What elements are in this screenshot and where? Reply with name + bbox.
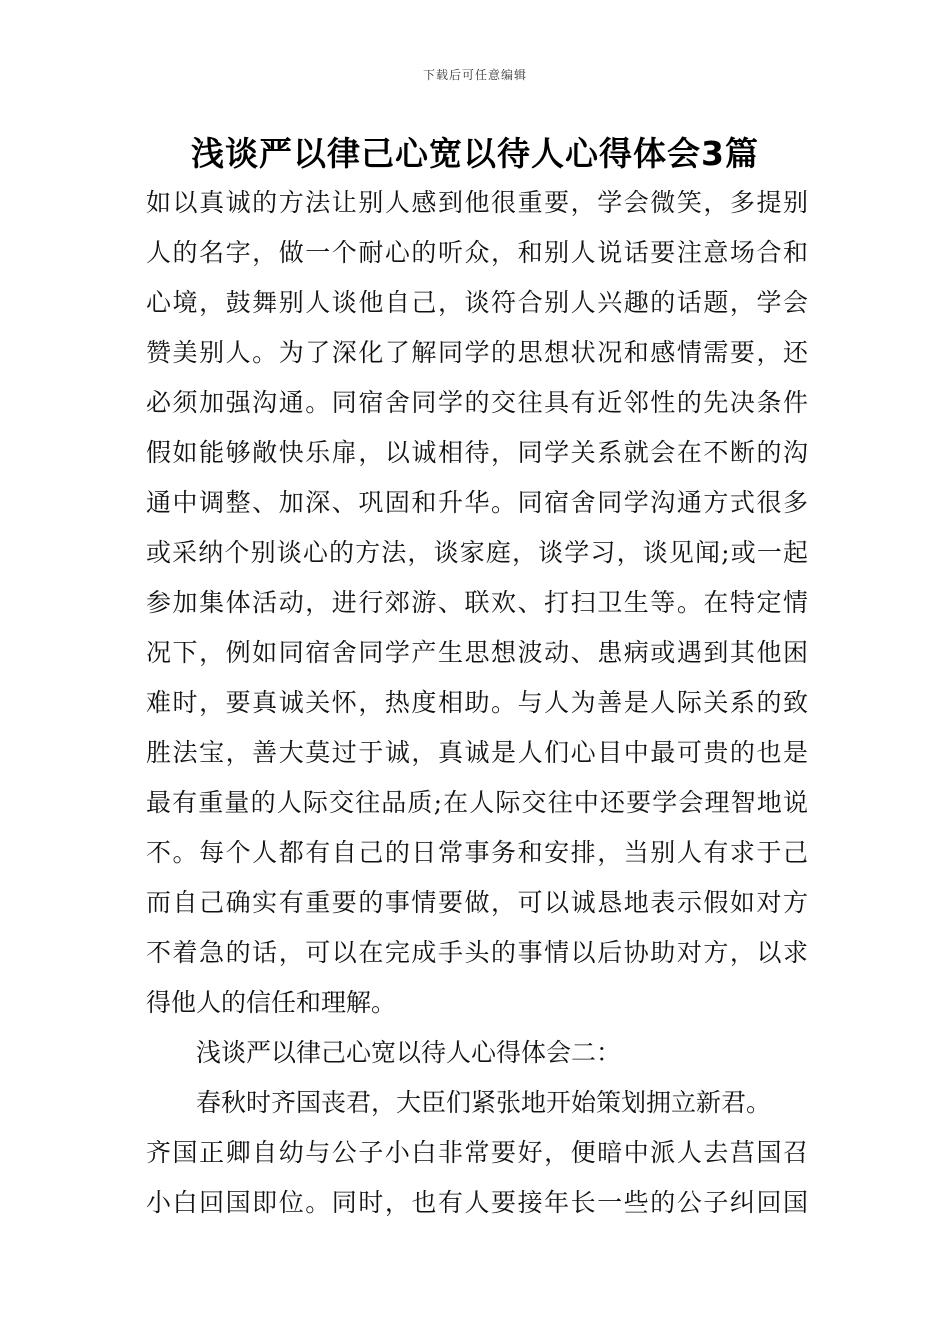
section-heading: 浅谈严以律己心宽以待人心得体会二： xyxy=(196,1038,622,1067)
body-line: 不。每个人都有自己的日常事务和安排，当别人有求于己 xyxy=(146,838,808,867)
header-note: 下载后可任意编辑 xyxy=(422,68,527,82)
body-line: 胜法宝，善大莫过于诚，真诚是人们心目中最可贵的也是 xyxy=(146,738,808,767)
body-line: 得他人的信任和理解。 xyxy=(146,988,397,1017)
body-line: 最有重量的人际交往品质;在人际交往中还要学会理智地说 xyxy=(146,788,808,817)
body-line: 况下，例如同宿舍同学产生思想波动、患病或遇到其他困 xyxy=(146,638,808,667)
document-body xyxy=(146,178,808,1228)
body-line: 通中调整、加深、巩固和升华。同宿舍同学沟通方式很多 xyxy=(146,488,808,517)
body-line: 不着急的话，可以在完成手头的事情以后协助对方，以求 xyxy=(146,938,808,967)
body-line: 必须加强沟通。同宿舍同学的交往具有近邻性的先决条件 xyxy=(146,388,808,417)
body-line: 人的名字，做一个耐心的听众，和别人说话要注意场合和 xyxy=(146,238,808,267)
body-line: 或采纳个别谈心的方法，谈家庭，谈学习，谈见闻;或一起 xyxy=(146,538,808,567)
body-line: 春秋时齐国丧君，大臣们紧张地开始策划拥立新君。 xyxy=(196,1088,772,1117)
document-title: 浅谈严以律己心宽以待人心得体会3篇 xyxy=(191,134,759,173)
body-line: 心境，鼓舞别人谈他自己，谈符合别人兴趣的话题，学会 xyxy=(146,288,808,317)
body-line: 参加集体活动，进行郊游、联欢、打扫卫生等。在特定情 xyxy=(146,588,808,617)
body-line: 假如能够敞快乐扉，以诚相待，同学关系就会在不断的沟 xyxy=(146,438,808,467)
body-line: 难时，要真诚关怀，热度相助。与人为善是人际关系的致 xyxy=(146,688,808,717)
body-line: 小白回国即位。同时，也有人要接年长一些的公子纠回国 xyxy=(146,1188,808,1217)
body-line: 赞美别人。为了深化了解同学的思想状况和感情需要，还 xyxy=(146,338,808,367)
body-line: 而自己确实有重要的事情要做，可以诚恳地表示假如对方 xyxy=(146,888,808,917)
body-line: 齐国正卿自幼与公子小白非常要好，便暗中派人去莒国召 xyxy=(146,1138,808,1167)
body-line: 如以真诚的方法让别人感到他很重要，学会微笑，多提别 xyxy=(146,188,808,217)
